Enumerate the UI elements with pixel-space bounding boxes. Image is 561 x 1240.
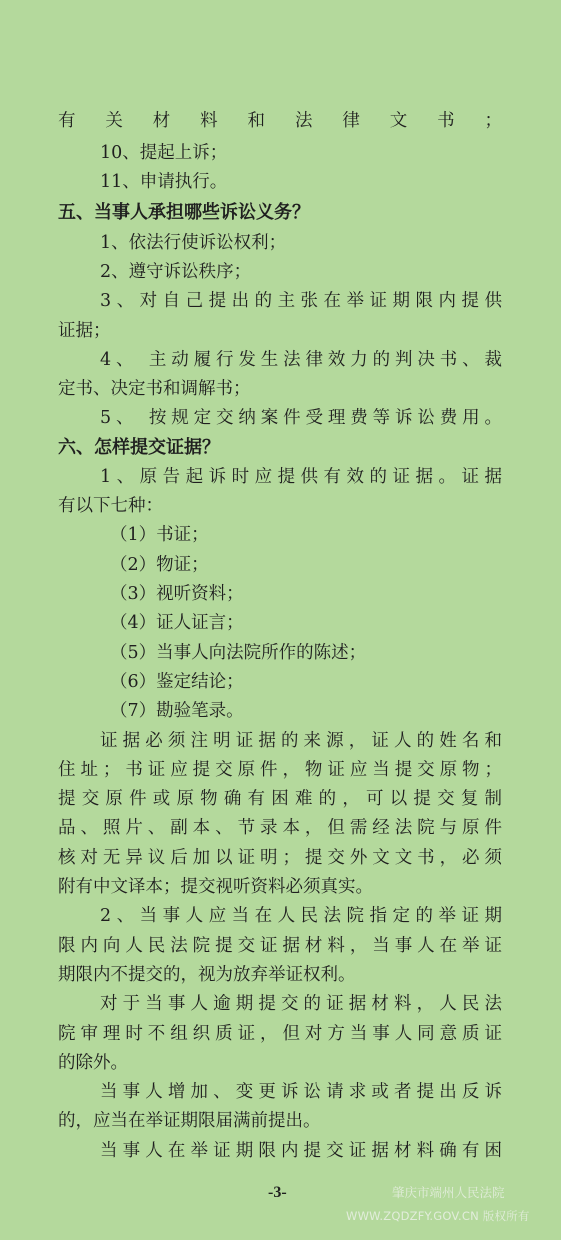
text-line: 的除外。 — [58, 1053, 128, 1073]
text-line: 2、遵守诉讼秩序； — [100, 262, 252, 282]
text-line: 定书、决定书和调解书； — [58, 379, 251, 399]
list-item: （7）勘验笔录。 — [110, 701, 244, 721]
text-line: 当事人增加、变更诉讼请求或者提出反诉 — [100, 1082, 502, 1102]
text-line: 附有中文译本；提交视听资料必须真实。 — [58, 877, 373, 897]
text-line: 有关材料和法律文书； — [58, 111, 502, 131]
text-line: 当事人在举证期限内提交证据材料确有困 — [100, 1141, 502, 1161]
list-item: （3）视听资料； — [110, 584, 244, 604]
watermark-court-name: 肇庆市端州人民法院 — [392, 1185, 505, 1200]
list-item: （4）证人证言； — [110, 613, 244, 633]
text-line: 院审理时不组织质证，但对方当事人同意质证 — [58, 1024, 502, 1044]
section-heading: 五、当事人承担哪些诉讼义务？ — [58, 202, 310, 223]
text-line: 10、提起上诉； — [100, 143, 228, 163]
text-line: 品、照片、副本、节录本，但需经法院与原件 — [58, 818, 502, 838]
text-line: 证据； — [58, 321, 111, 341]
list-item: （2）物证； — [110, 555, 209, 575]
text-line: 3、对自己提出的主张在举证期限内提供 — [100, 291, 502, 311]
list-item: （5）当事人向法院所作的陈述； — [110, 643, 367, 663]
text-line: 1、原告起诉时应提供有效的证据。证据 — [100, 467, 502, 487]
list-item: （6）鉴定结论； — [110, 672, 244, 692]
page-number: -3- — [268, 1184, 287, 1201]
text-line: 限内向人民法院提交证据材料，当事人在举证 — [58, 936, 502, 956]
text-line: 核对无异议后加以证明；提交外文文书，必须 — [58, 848, 502, 868]
watermark-copyright: WWW.ZQDZFY.GOV.CN 版权所有 — [346, 1209, 530, 1223]
text-line: 5、 按规定交纳案件受理费等诉讼费用。 — [100, 408, 502, 428]
text-line: 1、依法行使诉讼权利； — [100, 233, 287, 253]
text-line: 有以下七种： — [58, 496, 163, 516]
text-line: 对于当事人逾期提交的证据材料，人民法 — [100, 994, 502, 1014]
list-item: （1）书证； — [110, 525, 209, 545]
text-line: 4、 主动履行发生法律效力的判决书、裁 — [100, 350, 502, 370]
text-line: 期限内不提交的，视为放弃举证权利。 — [58, 965, 356, 985]
text-line: 11、申请执行。 — [100, 172, 228, 192]
text-line: 证据必须注明证据的来源，证人的姓名和 — [100, 731, 502, 751]
text-line: 提交原件或原物确有困难的，可以提交复制 — [58, 789, 502, 809]
section-heading: 六、怎样提交证据？ — [58, 437, 220, 458]
text-line: 住址；书证应提交原件，物证应当提交原物； — [58, 760, 502, 780]
text-line: 的，应当在举证期限届满前提出。 — [58, 1111, 321, 1131]
text-line: 2、当事人应当在人民法院指定的举证期 — [100, 906, 502, 926]
